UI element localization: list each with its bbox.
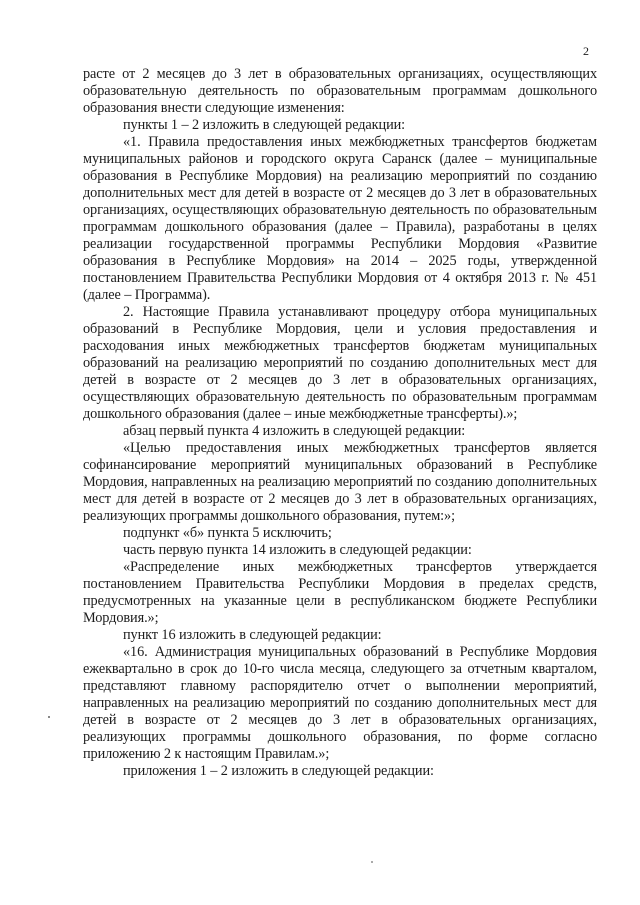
document-body	[83, 66, 597, 780]
paragraph-9: «Распределение иных межбюджетных трансфертов утверждается постановлением Правительства Республики Мордовия в пределах средств, предусмотренных на указанные цели в республиканском бюджете Республики Мордовия.»;	[83, 559, 597, 626]
scan-speck	[371, 861, 373, 863]
paragraph-12: приложения 1 – 2 изложить в следующей редакции:	[123, 763, 434, 779]
paragraph-4: 2. Настоящие Правила устанавливают процедуру отбора муниципальных образований в Республике Мордовия, цели и условия предоставления и расходования иных межбюджетных трансфертов бюджетам муниципальных образований на реализацию мероприятий по созданию дополнительных мест для детей в возрасте от 2 месяцев до 3 лет в образовательных организациях, осуществляющих образовательную деятельность по образовательным программам дошкольного образования (далее – иные межбюджетные трансферты).»;	[83, 304, 597, 422]
paragraph-5: абзац первый пункта 4 изложить в следующей редакции:	[123, 423, 466, 439]
paragraph-3: «1. Правила предоставления иных межбюджетных трансфертов бюджетам муниципальных районов и городского округа Саранск (далее – муниципальные образования в Республике Мордовия) на реализацию мероприятий по созданию дополнительных мест для детей в возрасте от 2 месяцев до 3 лет в образовательных организациях, осуществляющих образовательную деятельность по образовательным программам дошкольного образования (далее – Правила), разработаны в целях реализации государственной программы Республики Мордовия «Развитие образования в Республике Мордовия» на 2014 – 2025 годы, утвержденной постановлением Правительства Республики Мордовия от 4 октября 2013 г. № 451 (далее – Программа).	[83, 134, 597, 303]
paragraph-8: часть первую пункта 14 изложить в следующей редакции:	[123, 542, 472, 558]
paragraph-7: подпункт «б» пункта 5 исключить;	[123, 525, 332, 541]
paragraph-11: «16. Администрация муниципальных образований в Республике Мордовия ежеквартально в срок до 10-го числа месяца, следующего за отчетным кварталом, представляют главному распорядителю отчет о выполнении мероприятий, направленных на реализацию мероприятий по созданию дополнительных мест для детей в возрасте от 2 месяцев до 3 лет в образовательных организациях, реализующих программы дошкольного образования, по форме согласно приложению 2 к настоящим Правилам.»;	[83, 644, 597, 762]
scan-speck	[48, 716, 50, 718]
paragraph-2: пункты 1 – 2 изложить в следующей редакции:	[123, 117, 406, 133]
page-number: 2	[583, 44, 589, 58]
paragraph-10: пункт 16 изложить в следующей редакции:	[123, 627, 382, 643]
paragraph-1: расте от 2 месяцев до 3 лет в образовательных организациях, осуществляющих образовательную деятельность по образовательным программам дошкольного образования внести следующие изменения:	[83, 66, 597, 116]
paragraph-6: «Целью предоставления иных межбюджетных трансфертов является софинансирование мероприятий муниципальных образований в Республике Мордовия, направленных на реализацию мероприятий по созданию дополнительных мест для детей в возрасте от 2 месяцев до 3 лет в образовательных организациях, реализующих программы дошкольного образования, путем:»;	[83, 440, 597, 524]
